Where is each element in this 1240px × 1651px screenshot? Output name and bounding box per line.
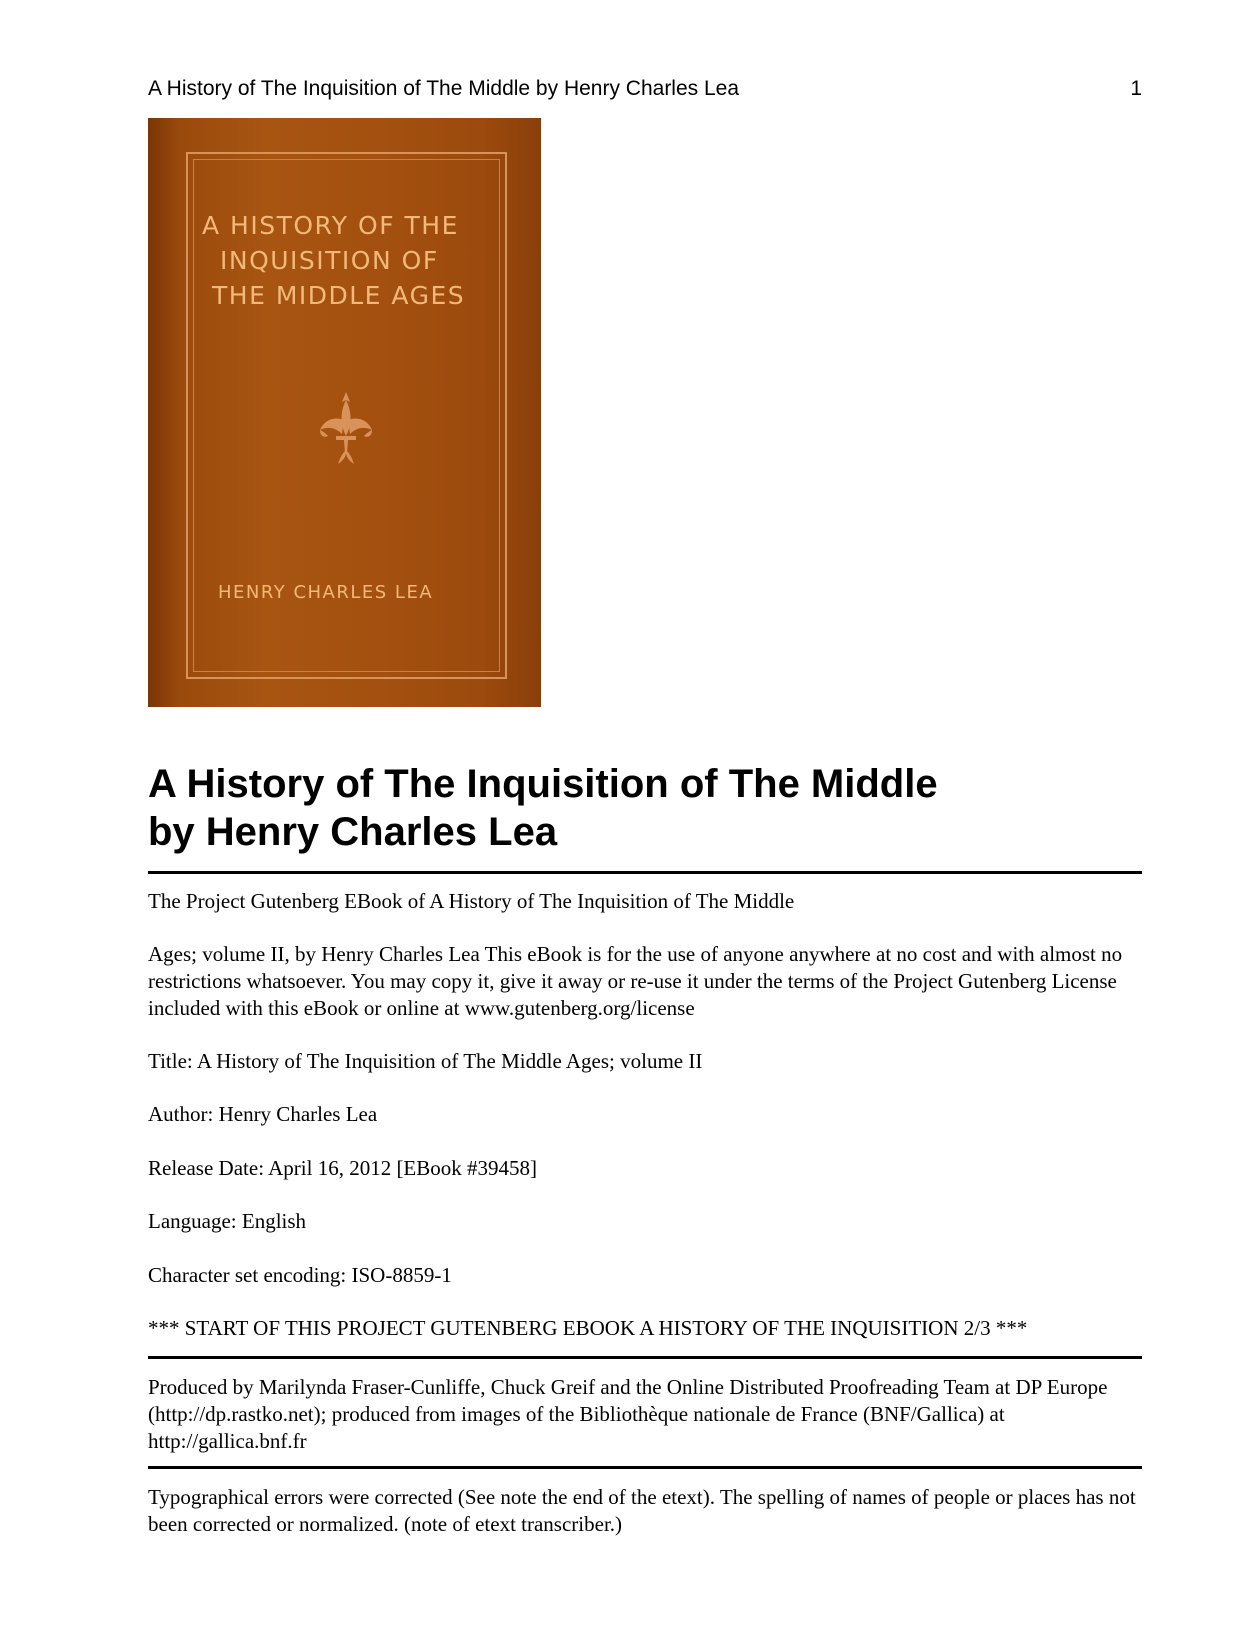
title-field: Title: A History of The Inquisition of The Middle Ages; volume II (148, 1049, 703, 1073)
cover-author: HENRY CHARLES LEA (218, 582, 434, 603)
cover-title-line: INQUISITION OF (220, 246, 439, 275)
running-header (148, 74, 1142, 104)
cover-title (198, 208, 498, 313)
book-cover-image (148, 118, 541, 707)
release-date-field: Release Date: April 16, 2012 [EBook #39458] (148, 1156, 538, 1180)
author-field: Author: Henry Charles Lea (148, 1102, 378, 1126)
running-header-title: A History of The Inquisition of The Middle by Henry Charles Lea (148, 77, 740, 100)
language-field: Language: English (148, 1209, 307, 1233)
start-marker: *** START OF THIS PROJECT GUTENBERG EBOOK A HISTORY OF THE INQUISITION 2/3 *** (148, 1316, 1028, 1340)
intro-paragraph: The Project Gutenberg EBook of A History of The Inquisition of The Middle (148, 889, 795, 913)
horizontal-rule (148, 1356, 1142, 1359)
horizontal-rule (148, 871, 1142, 874)
produced-by-paragraph: Produced by Marilynda Fraser-Cunliffe, Chuck Greif and the Online Distributed Proofreading Team at DP Europe (http://dp.rastko.net); produced from images of the Bibliothèque nationale de France (BNF/Gallica) at http://gallica.bnf.fr (148, 1375, 1108, 1453)
errata-paragraph: Typographical errors were corrected (See note the end of the etext). The spelling of names of people or places has not been corrected or normalized. (note of etext transcriber.) (148, 1485, 1136, 1536)
encoding-field: Character set encoding: ISO-8859-1 (148, 1263, 452, 1287)
document-title-line: by Henry Charles Lea (148, 810, 558, 854)
document-page (148, 0, 1142, 1651)
document-title (148, 760, 1142, 856)
fleur-ornament-icon (316, 390, 376, 466)
document-title-line: A History of The Inquisition of The Middle (148, 762, 938, 806)
cover-title-line: THE MIDDLE AGES (212, 281, 466, 310)
license-paragraph: Ages; volume II, by Henry Charles Lea This eBook is for the use of anyone anywhere at no cost and with almost no restrictions whatsoever. You may copy it, give it away or re-use it under the terms of the Project Gutenberg License included with this eBook or online at www.gutenberg.org/license (148, 942, 1123, 1020)
cover-title-line: A HISTORY OF THE (202, 211, 459, 240)
page-number: 1 (1130, 77, 1142, 100)
horizontal-rule (148, 1466, 1142, 1469)
